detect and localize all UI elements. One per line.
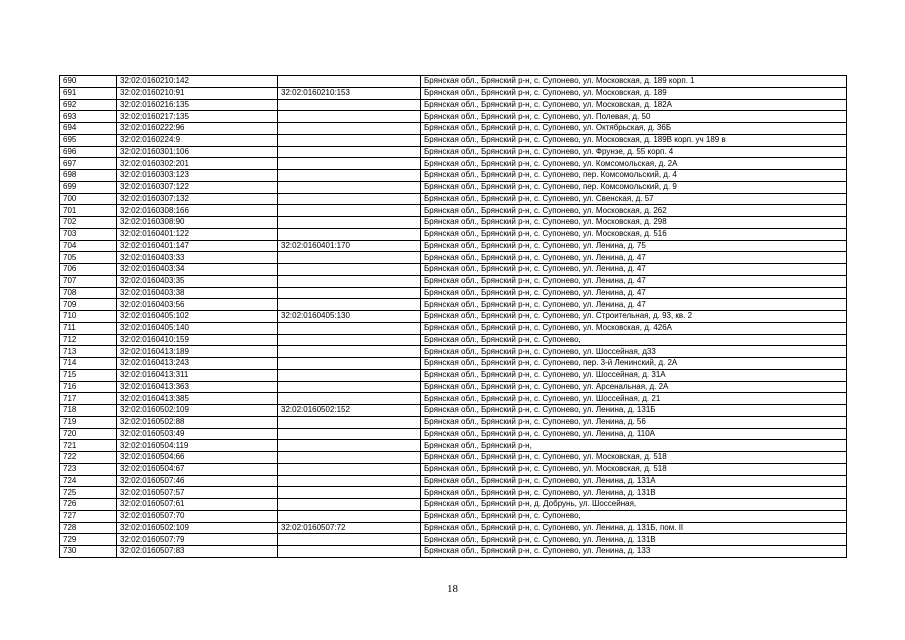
related-cadastral-number bbox=[278, 287, 421, 299]
address: Брянская обл., Брянский р-н, д. Добрунь, ул. Шоссейная, bbox=[421, 499, 847, 511]
address: Брянская обл., Брянский р-н, с. Супонево, ул. Ленина, д. 47 bbox=[421, 275, 847, 287]
cadastral-number: 32:02:0160302:201 bbox=[117, 158, 278, 170]
table-row bbox=[60, 405, 847, 417]
row-number: 719 bbox=[60, 416, 117, 428]
cadastral-number: 32:02:0160502:109 bbox=[117, 522, 278, 534]
table-row bbox=[60, 346, 847, 358]
address: Брянская обл., Брянский р-н, с. Супонево, ул. Ленина, д. 47 bbox=[421, 299, 847, 311]
row-number: 692 bbox=[60, 99, 117, 111]
address: Брянская обл., Брянский р-н, с. Супонево, ул. Ленина, д. 110А bbox=[421, 428, 847, 440]
table-row bbox=[60, 334, 847, 346]
address: Брянская обл., Брянский р-н, с. Супонево, ул. Ленина, д. 133 bbox=[421, 546, 847, 558]
address: Брянская обл., Брянский р-н, с. Супонево, пер. Комсомольский, д. 4 bbox=[421, 170, 847, 182]
address: Брянская обл., Брянский р-н, с. Супонево, ул. Московская, д. 518 bbox=[421, 452, 847, 464]
table-row bbox=[60, 381, 847, 393]
table-row bbox=[60, 228, 847, 240]
cadastral-number: 32:02:0160504:66 bbox=[117, 452, 278, 464]
row-number: 705 bbox=[60, 252, 117, 264]
address: Брянская обл., Брянский р-н, с. Супонево, bbox=[421, 510, 847, 522]
registry-table bbox=[59, 75, 847, 558]
related-cadastral-number bbox=[278, 111, 421, 123]
address: Брянская обл., Брянский р-н, с. Супонево, ул. Шоссейная, д. 31А bbox=[421, 369, 847, 381]
table-row bbox=[60, 510, 847, 522]
row-number: 717 bbox=[60, 393, 117, 405]
cadastral-number: 32:02:0160507:79 bbox=[117, 534, 278, 546]
cadastral-number: 32:02:0160301:106 bbox=[117, 146, 278, 158]
row-number: 715 bbox=[60, 369, 117, 381]
cadastral-number: 32:02:0160413:243 bbox=[117, 358, 278, 370]
row-number: 723 bbox=[60, 463, 117, 475]
related-cadastral-number bbox=[278, 158, 421, 170]
address: Брянская обл., Брянский р-н, с. Супонево, ул. Шоссейная, д33 bbox=[421, 346, 847, 358]
related-cadastral-number bbox=[278, 393, 421, 405]
table-row bbox=[60, 287, 847, 299]
related-cadastral-number bbox=[278, 440, 421, 452]
address: Брянская обл., Брянский р-н, с. Супонево, ул. Ленина, д. 131В bbox=[421, 534, 847, 546]
related-cadastral-number bbox=[278, 299, 421, 311]
table-row bbox=[60, 123, 847, 135]
table-row bbox=[60, 76, 847, 88]
table-row bbox=[60, 452, 847, 464]
related-cadastral-number bbox=[278, 134, 421, 146]
address: Брянская обл., Брянский р-н, с. Супонево, ул. Ленина, д. 47 bbox=[421, 252, 847, 264]
related-cadastral-number: 32:02:0160405:130 bbox=[278, 311, 421, 323]
table-row bbox=[60, 217, 847, 229]
row-number: 696 bbox=[60, 146, 117, 158]
address: Брянская обл., Брянский р-н, с. Супонево, ул. Московская, д. 516 bbox=[421, 228, 847, 240]
table-row bbox=[60, 240, 847, 252]
row-number: 702 bbox=[60, 217, 117, 229]
table-row bbox=[60, 111, 847, 123]
address: Брянская обл., Брянский р-н, с. Супонево, bbox=[421, 334, 847, 346]
related-cadastral-number bbox=[278, 510, 421, 522]
address: Брянская обл., Брянский р-н, с. Супонево, ул. Московская, д. 518 bbox=[421, 463, 847, 475]
address: Брянская обл., Брянский р-н, с. Супонево, ул. Фрунзе, д. 55 корп. 4 bbox=[421, 146, 847, 158]
table-row bbox=[60, 299, 847, 311]
cadastral-number: 32:02:0160403:38 bbox=[117, 287, 278, 299]
table-row bbox=[60, 487, 847, 499]
address: Брянская обл., Брянский р-н, с. Супонево, ул. Ленина, д. 131В bbox=[421, 487, 847, 499]
table-row bbox=[60, 475, 847, 487]
address: Брянская обл., Брянский р-н, с. Супонево, ул. Московская, д. 262 bbox=[421, 205, 847, 217]
row-number: 711 bbox=[60, 322, 117, 334]
cadastral-number: 32:02:0160307:122 bbox=[117, 181, 278, 193]
cadastral-number: 32:02:0160507:46 bbox=[117, 475, 278, 487]
row-number: 704 bbox=[60, 240, 117, 252]
related-cadastral-number bbox=[278, 252, 421, 264]
address: Брянская обл., Брянский р-н, с. Супонево, ул. Октябрьская, д. 36Б bbox=[421, 123, 847, 135]
cadastral-number: 32:02:0160401:122 bbox=[117, 228, 278, 240]
related-cadastral-number bbox=[278, 334, 421, 346]
row-number: 727 bbox=[60, 510, 117, 522]
cadastral-number: 32:02:0160401:147 bbox=[117, 240, 278, 252]
table-row bbox=[60, 358, 847, 370]
related-cadastral-number bbox=[278, 499, 421, 511]
address: Брянская обл., Брянский р-н, с. Супонево, ул. Московская, д. 189В корп. уч 189 в bbox=[421, 134, 847, 146]
related-cadastral-number bbox=[278, 217, 421, 229]
cadastral-number: 32:02:0160222:96 bbox=[117, 123, 278, 135]
table-row bbox=[60, 522, 847, 534]
related-cadastral-number bbox=[278, 228, 421, 240]
cadastral-number: 32:02:0160413:311 bbox=[117, 369, 278, 381]
address: Брянская обл., Брянский р-н, с. Супонево, ул. Ленина, д. 131А bbox=[421, 475, 847, 487]
address: Брянская обл., Брянский р-н, с. Супонево, пер. Комсомольский, д. 9 bbox=[421, 181, 847, 193]
related-cadastral-number bbox=[278, 534, 421, 546]
row-number: 728 bbox=[60, 522, 117, 534]
table-row bbox=[60, 275, 847, 287]
cadastral-number: 32:02:0160507:61 bbox=[117, 499, 278, 511]
address: Брянская обл., Брянский р-н, с. Супонево, ул. Ленина, д. 47 bbox=[421, 264, 847, 276]
table-row bbox=[60, 99, 847, 111]
row-number: 718 bbox=[60, 405, 117, 417]
table-row bbox=[60, 499, 847, 511]
table-row bbox=[60, 440, 847, 452]
row-number: 691 bbox=[60, 87, 117, 99]
address: Брянская обл., Брянский р-н, bbox=[421, 440, 847, 452]
related-cadastral-number: 32:02:0160401:170 bbox=[278, 240, 421, 252]
row-number: 725 bbox=[60, 487, 117, 499]
row-number: 724 bbox=[60, 475, 117, 487]
cadastral-number: 32:02:0160405:140 bbox=[117, 322, 278, 334]
address: Брянская обл., Брянский р-н, с. Супонево, ул. Московская, д. 298 bbox=[421, 217, 847, 229]
cadastral-number: 32:02:0160403:56 bbox=[117, 299, 278, 311]
related-cadastral-number bbox=[278, 99, 421, 111]
row-number: 703 bbox=[60, 228, 117, 240]
related-cadastral-number bbox=[278, 181, 421, 193]
cadastral-number: 32:02:0160503:49 bbox=[117, 428, 278, 440]
related-cadastral-number: 32:02:0160507:72 bbox=[278, 522, 421, 534]
cadastral-number: 32:02:0160303:123 bbox=[117, 170, 278, 182]
cadastral-number: 32:02:0160224:9 bbox=[117, 134, 278, 146]
table-row bbox=[60, 534, 847, 546]
table-row bbox=[60, 393, 847, 405]
cadastral-number: 32:02:0160307:132 bbox=[117, 193, 278, 205]
table-row bbox=[60, 463, 847, 475]
cadastral-number: 32:02:0160504:119 bbox=[117, 440, 278, 452]
address: Брянская обл., Брянский р-н, с. Супонево, пер. 3-й Ленинский, д. 2А bbox=[421, 358, 847, 370]
address: Брянская обл., Брянский р-н, с. Супонево, ул. Ленина, д. 131Б bbox=[421, 405, 847, 417]
row-number: 722 bbox=[60, 452, 117, 464]
table-row bbox=[60, 546, 847, 558]
address: Брянская обл., Брянский р-н, с. Супонево, ул. Московская, д. 189 корп. 1 bbox=[421, 76, 847, 88]
row-number: 716 bbox=[60, 381, 117, 393]
related-cadastral-number bbox=[278, 416, 421, 428]
cadastral-number: 32:02:0160507:57 bbox=[117, 487, 278, 499]
row-number: 726 bbox=[60, 499, 117, 511]
address: Брянская обл., Брянский р-н, с. Супонево, ул. Строительная, д. 93, кв. 2 bbox=[421, 311, 847, 323]
cadastral-number: 32:02:0160502:109 bbox=[117, 405, 278, 417]
row-number: 695 bbox=[60, 134, 117, 146]
related-cadastral-number: 32:02:0160210:153 bbox=[278, 87, 421, 99]
related-cadastral-number bbox=[278, 358, 421, 370]
related-cadastral-number bbox=[278, 146, 421, 158]
cadastral-number: 32:02:0160308:90 bbox=[117, 217, 278, 229]
related-cadastral-number bbox=[278, 428, 421, 440]
row-number: 690 bbox=[60, 76, 117, 88]
row-number: 710 bbox=[60, 311, 117, 323]
table-row bbox=[60, 416, 847, 428]
cadastral-number: 32:02:0160413:385 bbox=[117, 393, 278, 405]
address: Брянская обл., Брянский р-н, с. Супонево, ул. Ленина, д. 47 bbox=[421, 287, 847, 299]
row-number: 730 bbox=[60, 546, 117, 558]
registry-table-body bbox=[60, 76, 847, 558]
address: Брянская обл., Брянский р-н, с. Супонево, ул. Шоссейная, д. 21 bbox=[421, 393, 847, 405]
related-cadastral-number bbox=[278, 452, 421, 464]
row-number: 694 bbox=[60, 123, 117, 135]
related-cadastral-number bbox=[278, 264, 421, 276]
table-row bbox=[60, 369, 847, 381]
related-cadastral-number bbox=[278, 369, 421, 381]
table-row bbox=[60, 428, 847, 440]
table-row bbox=[60, 134, 847, 146]
row-number: 697 bbox=[60, 158, 117, 170]
cadastral-number: 32:02:0160504:67 bbox=[117, 463, 278, 475]
row-number: 700 bbox=[60, 193, 117, 205]
row-number: 706 bbox=[60, 264, 117, 276]
row-number: 701 bbox=[60, 205, 117, 217]
related-cadastral-number bbox=[278, 76, 421, 88]
row-number: 729 bbox=[60, 534, 117, 546]
cadastral-number: 32:02:0160216:135 bbox=[117, 99, 278, 111]
cadastral-number: 32:02:0160502:88 bbox=[117, 416, 278, 428]
row-number: 708 bbox=[60, 287, 117, 299]
cadastral-number: 32:02:0160403:35 bbox=[117, 275, 278, 287]
address: Брянская обл., Брянский р-н, с. Супонево, ул. Ленина, д. 75 bbox=[421, 240, 847, 252]
row-number: 713 bbox=[60, 346, 117, 358]
row-number: 712 bbox=[60, 334, 117, 346]
row-number: 699 bbox=[60, 181, 117, 193]
address: Брянская обл., Брянский р-н, с. Супонево, ул. Ленина, д. 131Б, пом. II bbox=[421, 522, 847, 534]
cadastral-number: 32:02:0160413:363 bbox=[117, 381, 278, 393]
address: Брянская обл., Брянский р-н, с. Супонево, ул. Московская, д. 182А bbox=[421, 99, 847, 111]
cadastral-number: 32:02:0160217:135 bbox=[117, 111, 278, 123]
table-row bbox=[60, 181, 847, 193]
related-cadastral-number bbox=[278, 487, 421, 499]
cadastral-number: 32:02:0160403:33 bbox=[117, 252, 278, 264]
related-cadastral-number bbox=[278, 463, 421, 475]
row-number: 698 bbox=[60, 170, 117, 182]
related-cadastral-number bbox=[278, 322, 421, 334]
related-cadastral-number bbox=[278, 346, 421, 358]
table-row bbox=[60, 87, 847, 99]
related-cadastral-number bbox=[278, 546, 421, 558]
row-number: 693 bbox=[60, 111, 117, 123]
related-cadastral-number bbox=[278, 475, 421, 487]
row-number: 721 bbox=[60, 440, 117, 452]
cadastral-number: 32:02:0160507:70 bbox=[117, 510, 278, 522]
row-number: 707 bbox=[60, 275, 117, 287]
table-row bbox=[60, 158, 847, 170]
related-cadastral-number bbox=[278, 205, 421, 217]
cadastral-number: 32:02:0160413:189 bbox=[117, 346, 278, 358]
cadastral-number: 32:02:0160210:91 bbox=[117, 87, 278, 99]
address: Брянская обл., Брянский р-н, с. Супонево, ул. Ленина, д. 56 bbox=[421, 416, 847, 428]
table-row bbox=[60, 146, 847, 158]
row-number: 714 bbox=[60, 358, 117, 370]
cadastral-number: 32:02:0160410:159 bbox=[117, 334, 278, 346]
related-cadastral-number bbox=[278, 170, 421, 182]
address: Брянская обл., Брянский р-н, с. Супонево, ул. Арсенальная, д. 2А bbox=[421, 381, 847, 393]
cadastral-number: 32:02:0160210:142 bbox=[117, 76, 278, 88]
related-cadastral-number bbox=[278, 123, 421, 135]
cadastral-number: 32:02:0160507:83 bbox=[117, 546, 278, 558]
row-number: 720 bbox=[60, 428, 117, 440]
table-row bbox=[60, 205, 847, 217]
table-row bbox=[60, 322, 847, 334]
row-number: 709 bbox=[60, 299, 117, 311]
address: Брянская обл., Брянский р-н, с. Супонево, ул. Московская, д. 426А bbox=[421, 322, 847, 334]
address: Брянская обл., Брянский р-н, с. Супонево, ул. Полевая, д. 50 bbox=[421, 111, 847, 123]
related-cadastral-number bbox=[278, 381, 421, 393]
related-cadastral-number bbox=[278, 193, 421, 205]
table-row bbox=[60, 252, 847, 264]
table-row bbox=[60, 264, 847, 276]
related-cadastral-number bbox=[278, 275, 421, 287]
address: Брянская обл., Брянский р-н, с. Супонево, ул. Свенская, д. 57 bbox=[421, 193, 847, 205]
table-row bbox=[60, 170, 847, 182]
address: Брянская обл., Брянский р-н, с. Супонево, ул. Московская, д. 189 bbox=[421, 87, 847, 99]
cadastral-number: 32:02:0160405:102 bbox=[117, 311, 278, 323]
table-row bbox=[60, 193, 847, 205]
table-row bbox=[60, 311, 847, 323]
related-cadastral-number: 32:02:0160502:152 bbox=[278, 405, 421, 417]
page-number: 18 bbox=[447, 583, 458, 595]
cadastral-number: 32:02:0160308:166 bbox=[117, 205, 278, 217]
cadastral-number: 32:02:0160403:34 bbox=[117, 264, 278, 276]
address: Брянская обл., Брянский р-н, с. Супонево, ул. Комсомольская, д. 2А bbox=[421, 158, 847, 170]
